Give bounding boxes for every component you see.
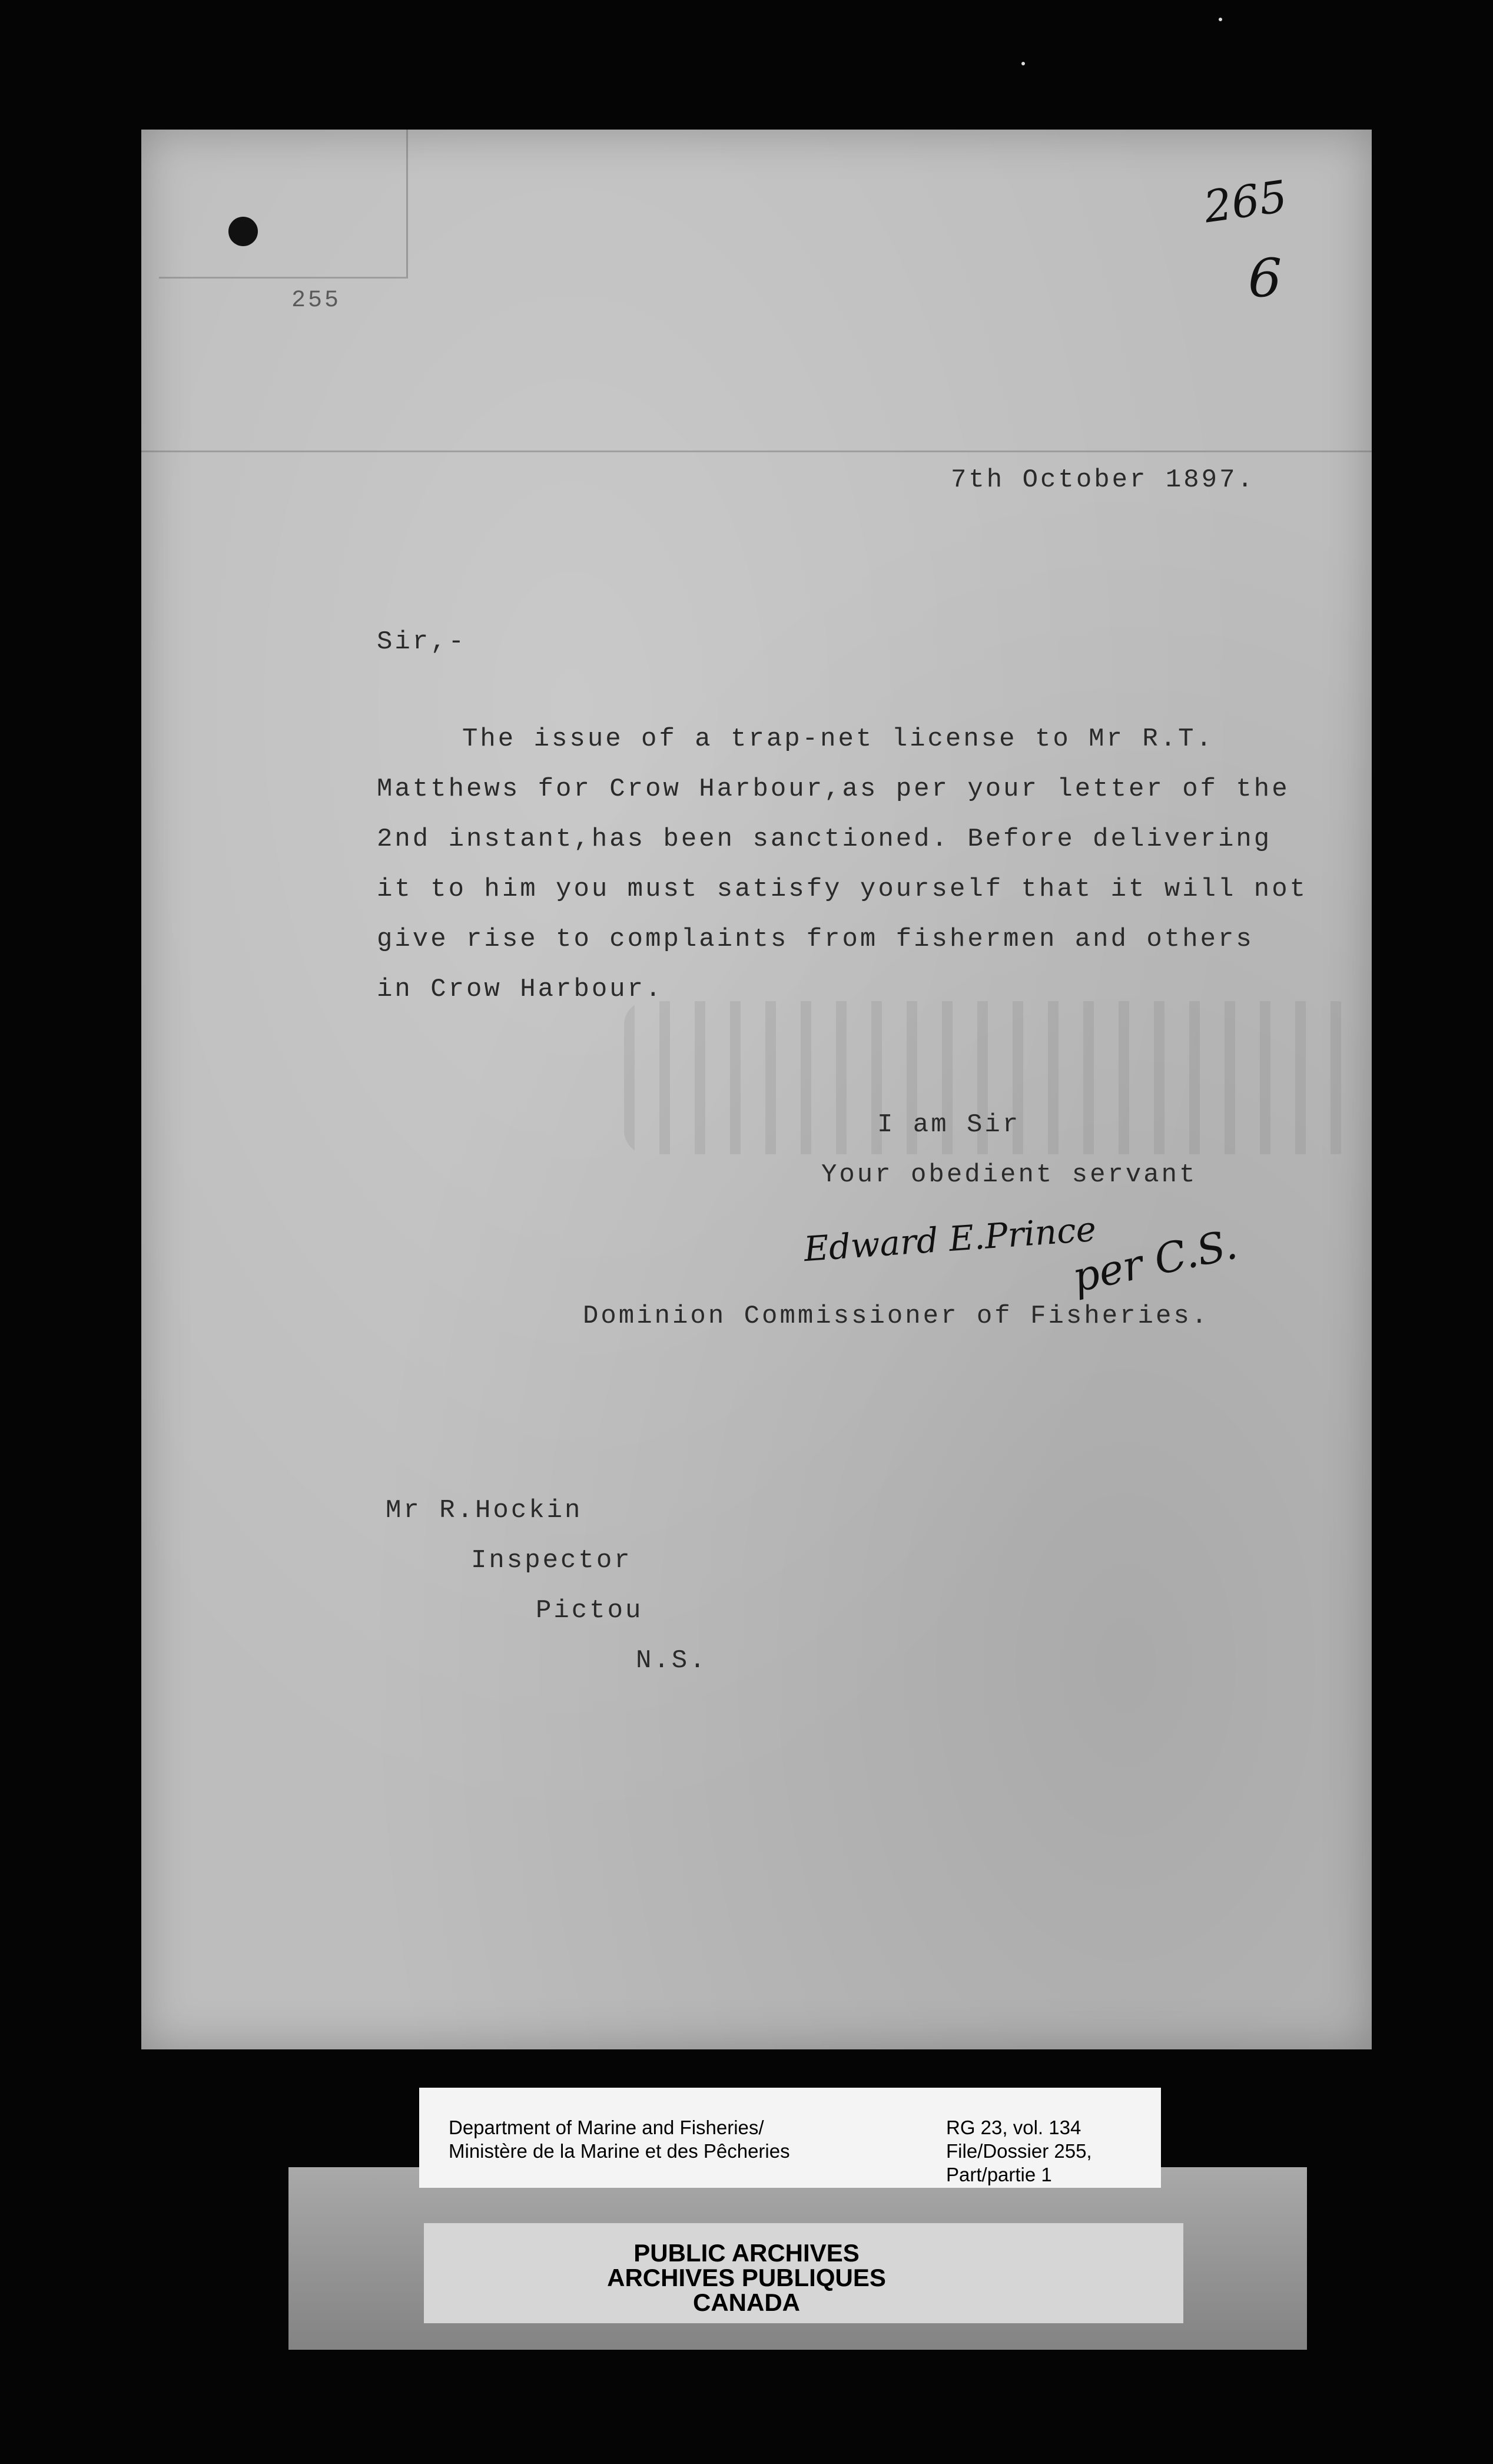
body-line: The issue of a trap-net license to Mr R.T.: [462, 724, 1214, 754]
label-record-group: RG 23, vol. 134: [946, 2117, 1081, 2138]
signature-per-initials: per C.S.: [1068, 1220, 1242, 1302]
body-line: give rise to complaints from fishermen and others: [377, 925, 1254, 954]
archives-stamp: [0, 2241, 1493, 2315]
fold-line: [141, 451, 1372, 452]
archives-stamp-line: ARCHIVES PUBLIQUES: [607, 2264, 886, 2291]
address-line: N.S.: [636, 1646, 708, 1675]
body-line: Matthews for Crow Harbour,as per your letter of the: [377, 774, 1290, 804]
label-part: Part/partie 1: [946, 2164, 1052, 2185]
body-line: 2nd instant,has been sanctioned. Before delivering: [377, 824, 1272, 854]
label-department-en: Department of Marine and Fisheries/: [449, 2117, 764, 2138]
body-line: it to him you must satisfy yourself that it will not: [377, 875, 1308, 904]
handwritten-folio-letter: 6: [1248, 247, 1282, 309]
closing-line: Your obedient servant: [821, 1160, 1197, 1190]
archive-reference-label: [419, 2088, 1161, 2188]
address-line: Pictou: [536, 1596, 643, 1625]
salutation: Sir,-: [377, 627, 467, 657]
body-line: in Crow Harbour.: [377, 975, 663, 1004]
address-line: Mr R.Hockin: [386, 1496, 583, 1525]
letter-date: 7th October 1897.: [951, 465, 1255, 495]
handwritten-folio-number: 265: [1200, 171, 1290, 233]
letter-page: [141, 130, 1372, 2049]
punch-hole: [228, 217, 258, 246]
file-number: 255: [291, 287, 341, 314]
address-line: Inspector: [471, 1546, 632, 1575]
closing-line: I am Sir: [877, 1110, 1021, 1140]
signature: Edward E.Prince: [802, 1208, 1098, 1270]
label-department-fr: Ministère de la Marine et des Pêcheries: [449, 2140, 790, 2162]
corner-frame: [159, 130, 408, 279]
scan-speck: [1219, 18, 1222, 21]
signatory-title: Dominion Commissioner of Fisheries.: [583, 1301, 1210, 1331]
archives-stamp-line: CANADA: [693, 2289, 800, 2316]
label-file: File/Dossier 255,: [946, 2140, 1092, 2162]
scan-speck: [1021, 62, 1025, 65]
label-department: [449, 2116, 790, 2163]
label-reference: [946, 2116, 1092, 2187]
archives-stamp-line: PUBLIC ARCHIVES: [633, 2239, 860, 2267]
